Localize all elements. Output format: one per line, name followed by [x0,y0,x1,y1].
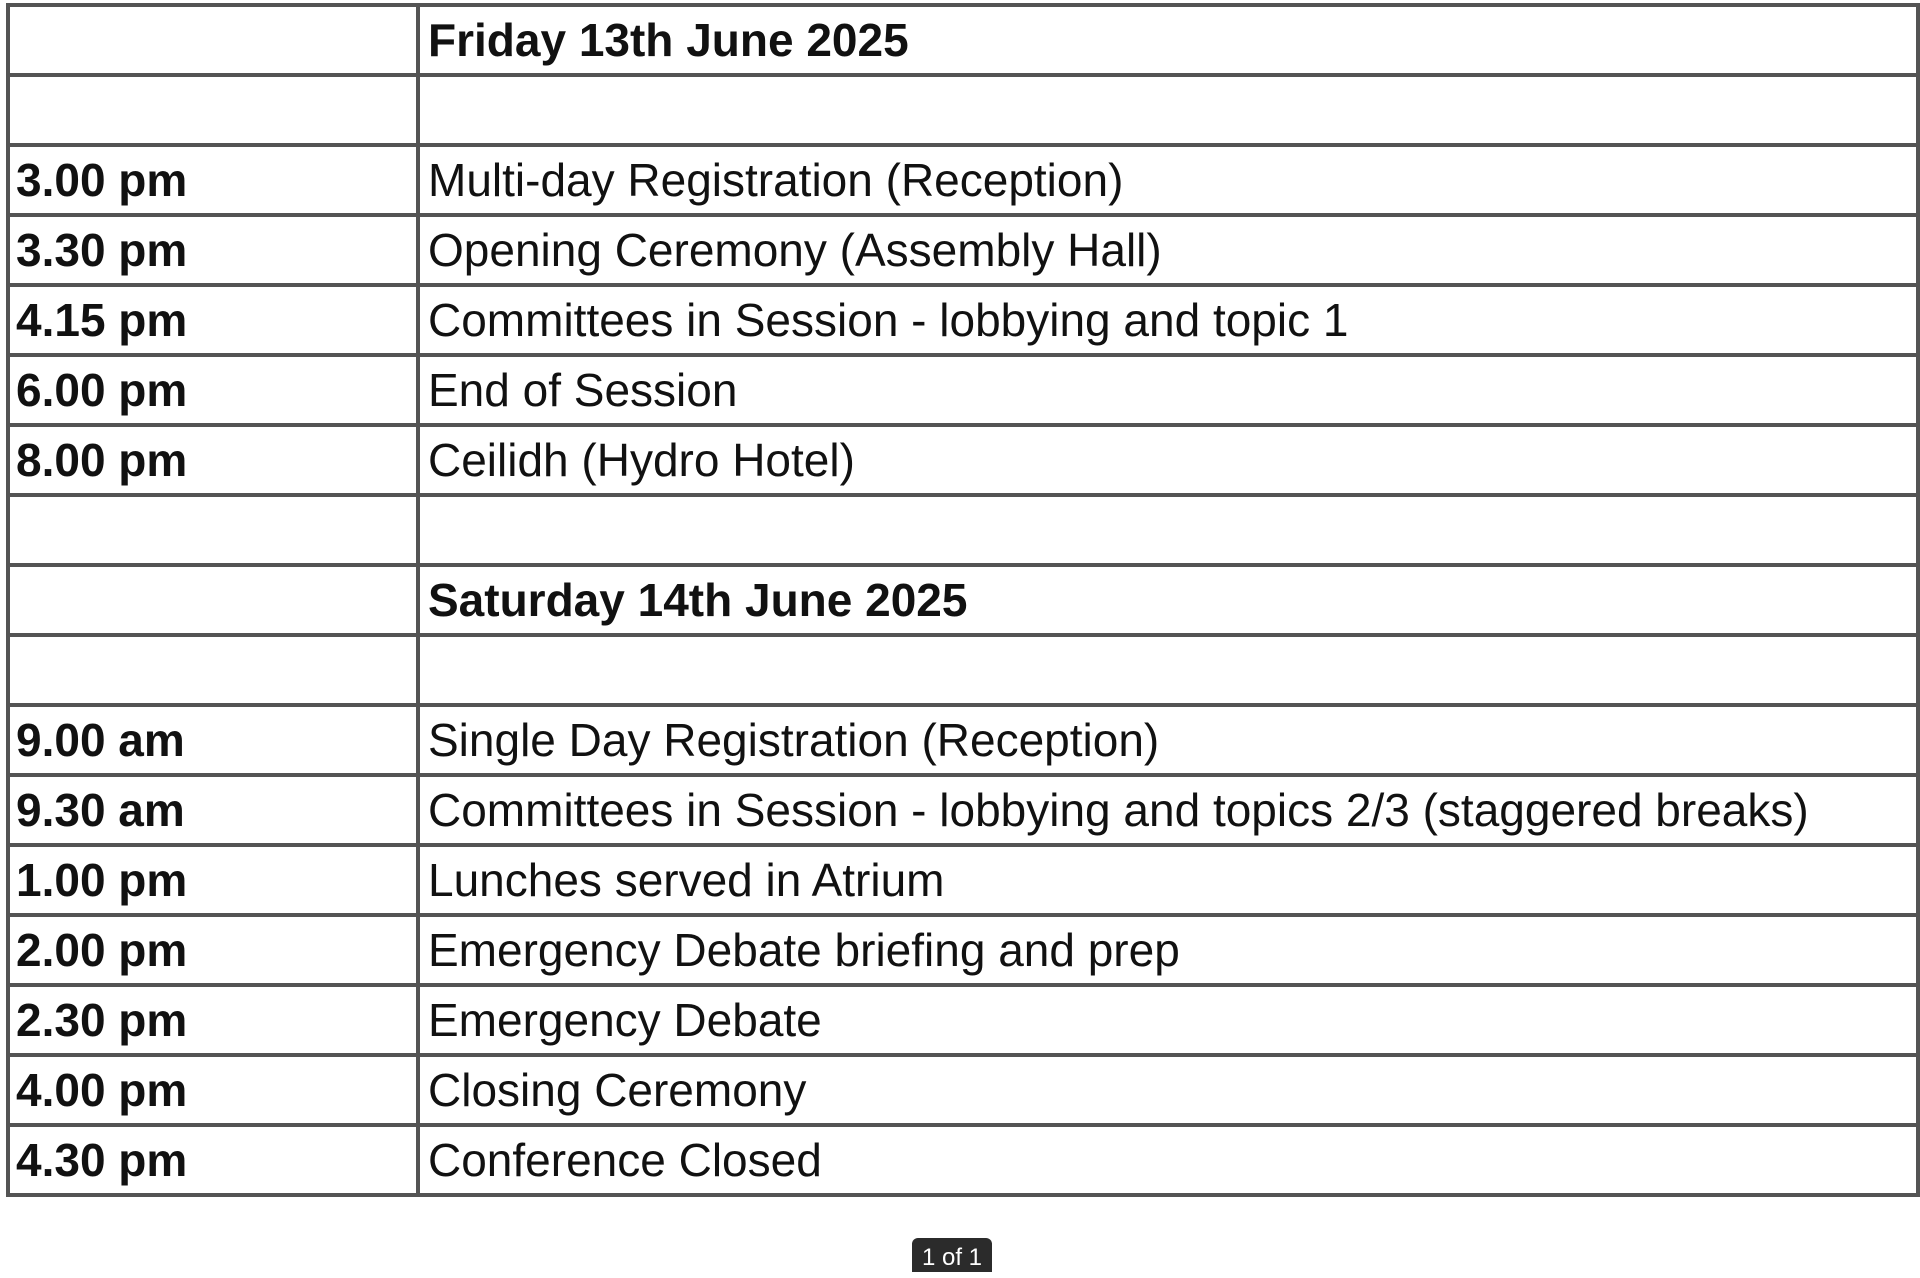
event-cell: Emergency Debate briefing and prep [418,915,1918,985]
table-row [8,145,1918,215]
time-cell: 9.30 am [8,775,418,845]
event-cell: End of Session [418,355,1918,425]
empty-event-cell [418,635,1918,705]
empty-time-cell [8,75,418,145]
blank-row [8,75,1918,145]
table-row [8,1055,1918,1125]
day-heading-row [8,565,1918,635]
blank-row [8,635,1918,705]
event-cell: Lunches served in Atrium [418,845,1918,915]
schedule-table [6,3,1920,1197]
empty-time-cell [8,495,418,565]
event-cell: Opening Ceremony (Assembly Hall) [418,215,1918,285]
time-cell: 2.30 pm [8,985,418,1055]
event-cell: Emergency Debate [418,985,1918,1055]
table-row [8,985,1918,1055]
table-row [8,425,1918,495]
time-cell: 6.00 pm [8,355,418,425]
table-row [8,705,1918,775]
time-cell: 9.00 am [8,705,418,775]
time-cell: 3.00 pm [8,145,418,215]
table-row [8,915,1918,985]
day-heading-row [8,5,1918,75]
time-cell: 1.00 pm [8,845,418,915]
page-indicator: 1 of 1 [912,1238,992,1272]
event-cell: Committees in Session - lobbying and topics 2/3 (staggered breaks) [418,775,1918,845]
empty-time-cell [8,5,418,75]
time-cell: 4.15 pm [8,285,418,355]
empty-time-cell [8,565,418,635]
empty-time-cell [8,635,418,705]
event-cell: Ceilidh (Hydro Hotel) [418,425,1918,495]
table-row [8,355,1918,425]
event-cell: Committees in Session - lobbying and topic 1 [418,285,1918,355]
event-cell: Conference Closed [418,1125,1918,1195]
time-cell: 4.30 pm [8,1125,418,1195]
day-heading-friday: Friday 13th June 2025 [418,5,1918,75]
event-cell: Single Day Registration (Reception) [418,705,1918,775]
time-cell: 2.00 pm [8,915,418,985]
day-heading-saturday: Saturday 14th June 2025 [418,565,1918,635]
table-row [8,775,1918,845]
table-row [8,845,1918,915]
empty-event-cell [418,495,1918,565]
time-cell: 3.30 pm [8,215,418,285]
table-row [8,1125,1918,1195]
table-row [8,285,1918,355]
event-cell: Multi-day Registration (Reception) [418,145,1918,215]
blank-row [8,495,1918,565]
empty-event-cell [418,75,1918,145]
time-cell: 8.00 pm [8,425,418,495]
event-cell: Closing Ceremony [418,1055,1918,1125]
table-row [8,215,1918,285]
time-cell: 4.00 pm [8,1055,418,1125]
